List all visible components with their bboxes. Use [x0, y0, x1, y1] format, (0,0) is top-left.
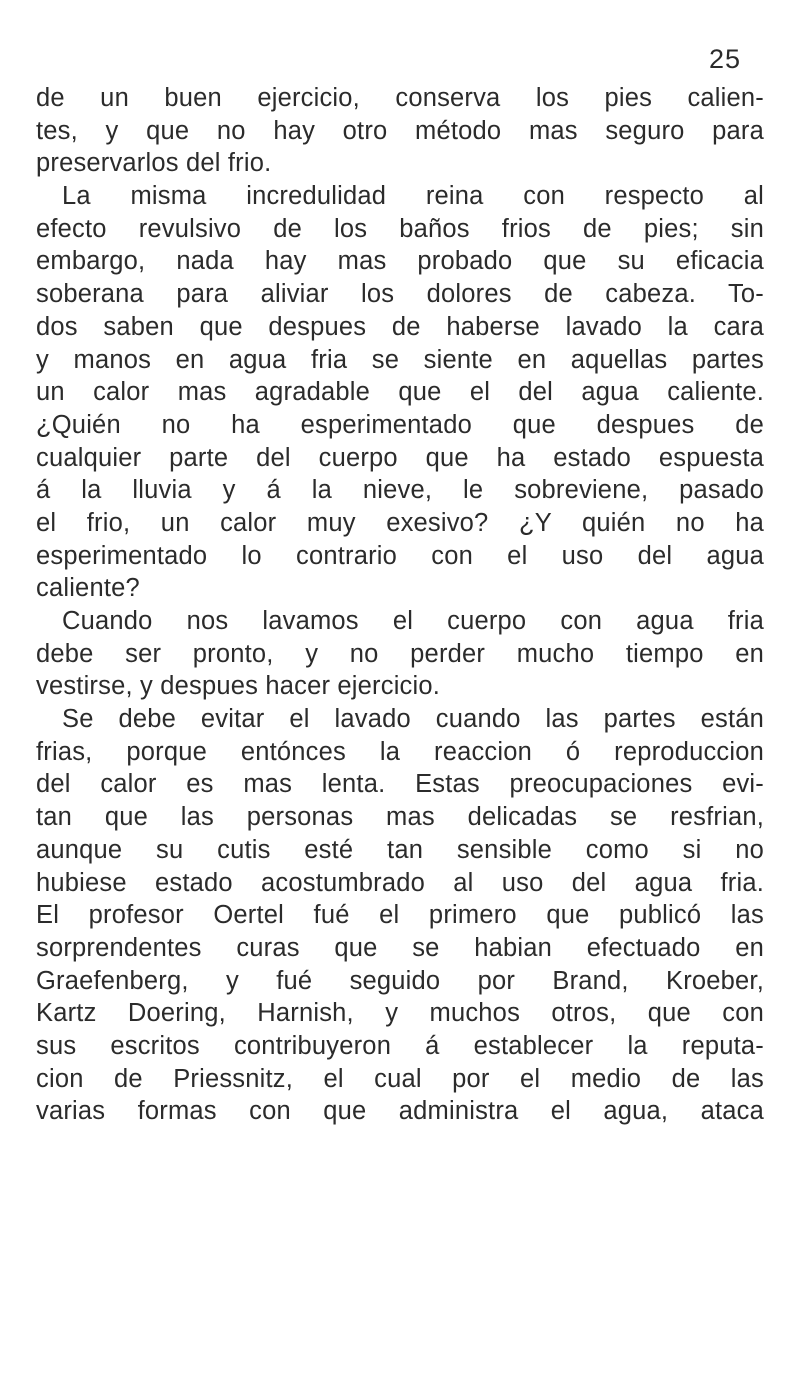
text-line: El profesor Oertel fué el primero que publicó las — [36, 901, 764, 930]
text-line: efecto revulsivo de los baños frios de pies; sin — [36, 214, 764, 243]
text-line: Cuando nos lavamos el cuerpo con agua fria — [62, 607, 764, 635]
page-number: 25 — [708, 44, 741, 74]
text-line: dos saben que despues de haberse lavado la cara — [36, 312, 764, 341]
text-line: tan que las personas mas delicadas se resfrian, — [36, 803, 764, 832]
text-line: el frio, un calor muy exesivo? ¿Y quién no ha — [36, 508, 764, 537]
text-line: del calor es mas lenta. Estas preocupaciones evi- — [36, 770, 764, 799]
text-line: y manos en agua fria se siente en aquellas partes — [36, 345, 764, 374]
text-line: varias formas con que administra el agua, ataca — [36, 1097, 764, 1126]
text-line: frias, porque entónces la reaccion ó reproduccion — [36, 737, 764, 766]
text-line: de un buen ejercicio, conserva los pies calien- — [36, 84, 764, 112]
text-line: cualquier parte del cuerpo que ha estado espuesta — [36, 443, 764, 472]
text-line: esperimentado lo contrario con el uso del agua — [36, 541, 764, 570]
body-text — [36, 82, 764, 1128]
text-line: Graefenberg, y fué seguido por Brand, Kroeber, — [36, 966, 764, 995]
text-line: preservarlos del frio. — [36, 149, 272, 178]
text-line: hubiese estado acostumbrado al uso del agua fria. — [36, 868, 764, 897]
text-line: ¿Quién no ha esperimentado que despues de — [36, 410, 764, 439]
text-line: debe ser pronto, y no perder mucho tiempo en — [36, 639, 764, 668]
text-line: aunque su cutis esté tan sensible como si no — [36, 835, 764, 864]
text-line: La misma incredulidad reina con respecto al — [62, 182, 764, 211]
text-line: vestirse, y despues hacer ejercicio. — [36, 672, 441, 701]
text-line: tes, y que no hay otro método mas seguro para — [36, 116, 764, 145]
text-line: á la lluvia y á la nieve, le sobreviene, pasado — [36, 476, 764, 505]
text-line: cion de Priessnitz, el cual por el medio de las — [36, 1064, 764, 1093]
text-line: sus escritos contribuyeron á establecer la reputa- — [36, 1031, 764, 1060]
text-line: Kartz Doering, Harnish, y muchos otros, que con — [36, 999, 764, 1028]
text-line: caliente? — [36, 574, 140, 603]
text-line: un calor mas agradable que el del agua caliente. — [36, 378, 764, 407]
text-line: embargo, nada hay mas probado que su eficacia — [36, 247, 764, 276]
text-line: Se debe evitar el lavado cuando las partes están — [62, 705, 764, 734]
text-line: soberana para aliviar los dolores de cabeza. To- — [36, 280, 764, 309]
text-line: sorprendentes curas que se habian efectuado en — [36, 933, 764, 962]
